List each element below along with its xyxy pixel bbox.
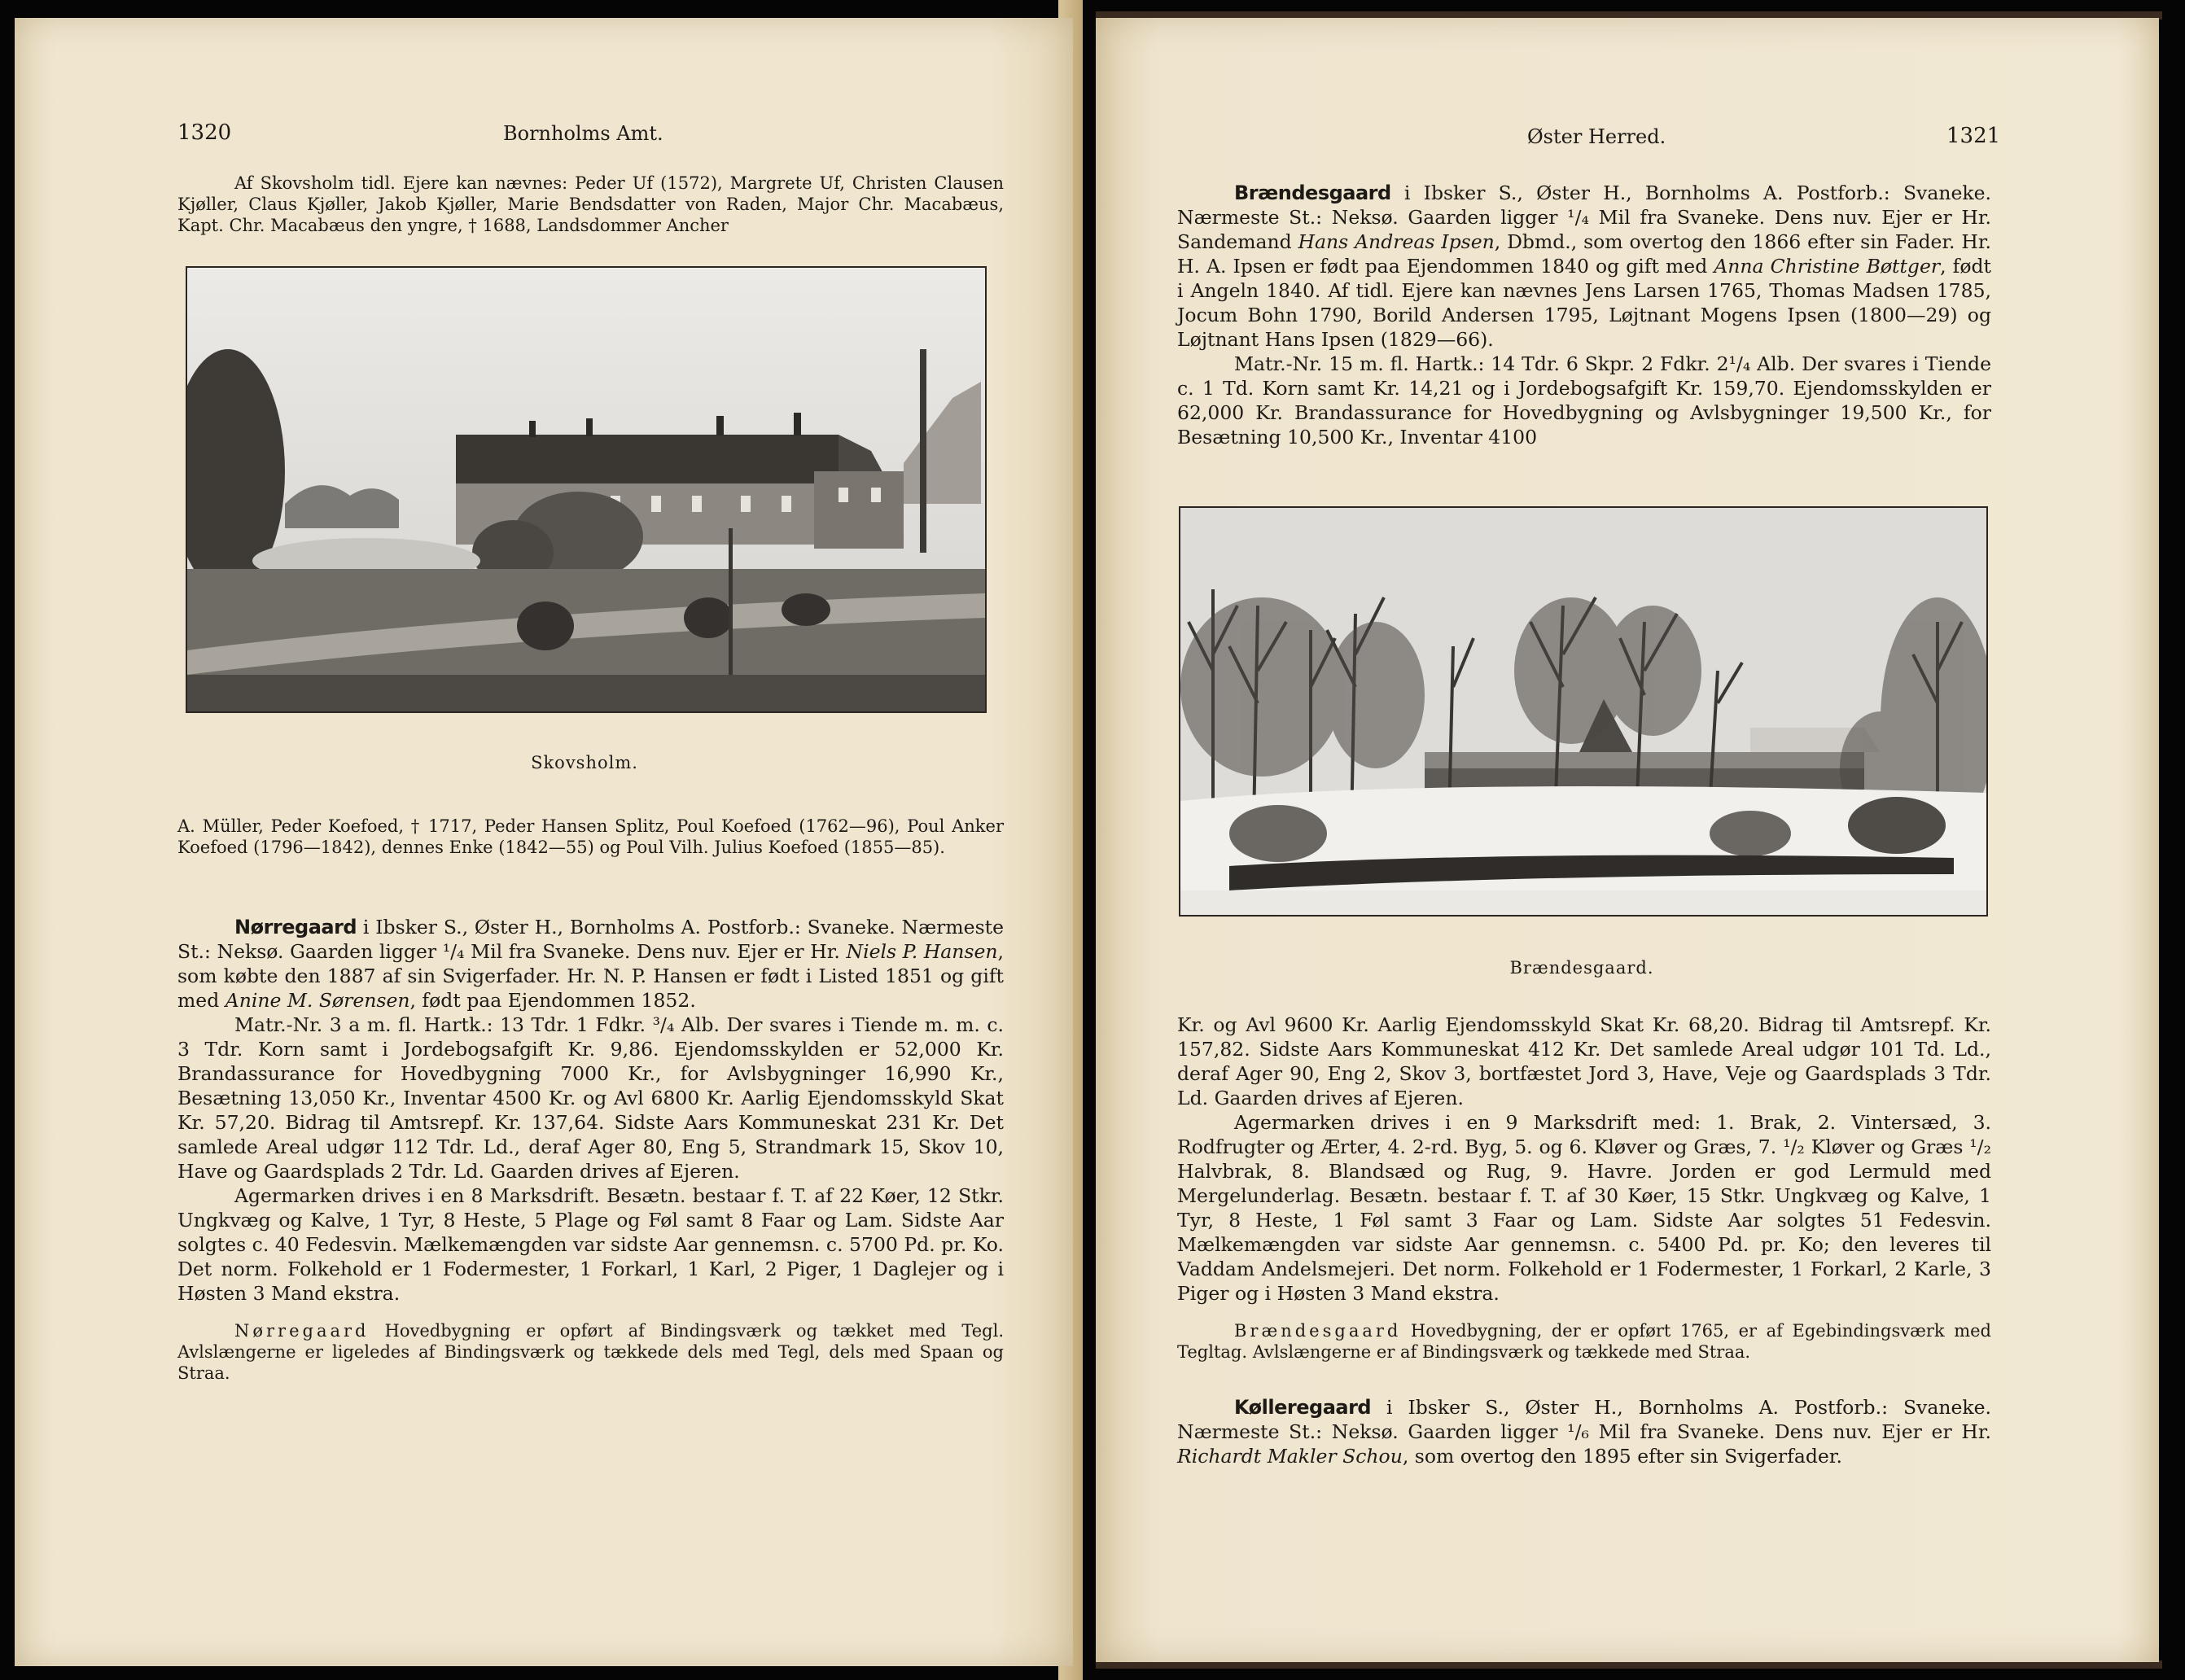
photo-braendesgaard	[1179, 506, 1988, 917]
owner-name: Niels P. Hansen	[846, 940, 998, 963]
entry-farming-details: Agermarken drives i en 8 Marksdrift. Besætn. bestaar f. T. af 22 Køer, 12 Stkr. Ungkvæg og Kalve, 1 Tyr, 8 Heste, 5 Plage og Føl samt 8 Faar og Lam. Sidste Aar solgtes c. 40 Fedesvin. Mælkemængden var sidste Aar gennemsn. c. 5700 Pd. pr. Ko. Det norm. Folkehold er 1 Fodermester, 1 Forkarl, 1 Karl, 2 Piger, 1 Daglejer og i Høsten 3 Mand ekstra.	[177, 1184, 1004, 1305]
page-number: 1321	[1946, 124, 2001, 148]
entry-property-details: Matr.-Nr. 15 m. fl. Hartk.: 14 Tdr. 6 Skpr. 2 Fdkr. 2¹/₄ Alb. Der svares i Tiende c. 1 Td. Korn samt Kr. 14,21 og i Jordebogsafgift Kr. 159,70. Ejendomsskylden er 62,000 Kr. Brandassurance for Hovedbygning og Avlsbygninger 19,500 Kr., for Besætning 10,500 Kr., Inventar 4100	[1177, 352, 1991, 448]
owner-name: Richardt Makler Schou	[1177, 1445, 1403, 1468]
photo-caption: Skovsholm.	[531, 753, 638, 772]
entry-kolleregaard: Kølleregaard i Ibsker S., Øster H., Bornholms A. Postforb.: Svaneke. Nærmeste St.: Neksø. Gaarden ligger ¹/₆ Mil fra Svaneke. Dens nuv. Ejer er Hr. Richardt Makler Schou, som overtog den 1895 efter sin Svigerfader.	[1177, 1396, 1991, 1468]
former-owners-text: Af Skovsholm tidl. Ejere kan nævnes: Peder Uf (1572), Margrete Uf, Christen Clausen Kjøller, Claus Kjøller, Jakob Kjøller, Marie Bendsdatter von Raden, Major Chr. Macabæus, Kapt. Chr. Macabæus den yngre, † 1688, Landsdommer Ancher	[177, 173, 1004, 235]
entry-title: Nørregaard	[234, 916, 357, 938]
entry-braendesgaard	[1177, 181, 1991, 449]
entry-title: Brændesgaard	[1234, 182, 1391, 204]
entry-building-note: Nørregaard Hovedbygning er opført af Bindingsværk og tækket med Tegl. Avlslængerne er ligeledes af Bindingsværk og tækkede dels med Tegl, dels med Spaan og Straa.	[177, 1321, 1004, 1383]
left-page	[15, 18, 1073, 1666]
former-owners-continued: A. Müller, Peder Koefoed, † 1717, Peder Hansen Splitz, Poul Koefoed (1762—96), Poul Anker Koefoed (1796—1842), dennes Enke (1842—55) og Poul Vilh. Julius Koefoed (1855—85).	[177, 816, 1004, 857]
running-head: Bornholms Amt.	[503, 122, 663, 145]
page-number: 1320	[177, 120, 232, 145]
right-page	[1096, 18, 2159, 1662]
entry-farming-details: Agermarken drives i en 9 Marksdrift med: 1. Brak, 2. Vintersæd, 3. Rodfrugter og Ærter, 4. 2-rd. Byg, 5. og 6. Kløver og Græs, 7. ¹/₂ Kløver og Græs ¹/₂ Halvbrak, 8. Blandsæd og Rug, 9. Havre. Jorden er god Lermuld med Mergelunderlag. Besætn. bestaar f. T. af 30 Køer, 15 Stkr. Ungkvæg og Kalve, 1 Tyr, 8 Heste, 1 Føl samt 3 Faar og Lam. Sidste Aar solgtes 51 Fedesvin. Mælkemængden var sidste Aar gennemsn. c. 5400 Pd. pr. Ko; den leveres til Vaddam Andelsmejeri. Det norm. Folkehold er 1 Fodermester, 1 Forkarl, 2 Karle, 3 Piger og i Høsten 3 Mand ekstra.	[1177, 1111, 1991, 1305]
entry-building-note: Brændesgaard Hovedbygning, der er opført 1765, er af Egebindingsværk med Tegltag. Avlslængerne er af Bindingsværk og tækkede med Straa.	[1177, 1321, 1991, 1362]
entry-property-details-cont: Kr. og Avl 9600 Kr. Aarlig Ejendomsskyld Skat Kr. 68,20. Bidrag til Amtsrepf. Kr. 157,82. Sidste Aars Kommuneskat 412 Kr. Det samlede Areal udgør 101 Td. Ld., deraf Ager 90, Eng 2, Skov 3, bortfæstet Jord 3, Have, Veje og Gaardsplads 3 Tdr. Ld. Gaarden drives af Ejeren.	[1177, 1013, 1991, 1109]
wife-name: Anna Christine Bøttger	[1714, 255, 1941, 278]
entry-norregaard	[177, 915, 1004, 1384]
wife-name: Anine M. Sørensen	[225, 989, 410, 1012]
entry-property-details: Matr.-Nr. 3 a m. fl. Hartk.: 13 Tdr. 1 Fdkr. ³/₄ Alb. Der svares i Tiende m. m. c. 3 Tdr. Korn samt i Jordebogsafgift Kr. 9,86. Ejendomsskylden er 52,000 Kr. Brandassurance for Hovedbygning 7000 Kr., for Avlsbygninger 16,990 Kr., Besætning 13,050 Kr., Inventar 4500 Kr. og Avl 6800 Kr. Aarlig Ejendomsskyld Skat Kr. 57,20. Bidrag til Amtsrepf. Kr. 137,64. Sidste Aars Kommuneskat 231 Kr. Det samlede Areal udgør 112 Tdr. Ld., deraf Ager 80, Eng 5, Strandmark 15, Skov 10, Have og Gaardsplads 2 Tdr. Ld. Gaarden drives af Ejeren.	[177, 1013, 1004, 1183]
entry-braendesgaard-continued	[1177, 1013, 1991, 1468]
running-head: Øster Herred.	[1527, 125, 1666, 148]
entry-intro: Brændesgaard i Ibsker S., Øster H., Bornholms A. Postforb.: Svaneke. Nærmeste St.: Neksø. Gaarden ligger ¹/₄ Mil fra Svaneke. Dens nuv. Ejer er Hr. Sandemand Hans Andreas Ipsen, Dbmd., som overtog den 1866 efter sin Fader. Hr. H. A. Ipsen er født paa Ejendommen 1840 og gift med Anna Christine Bøttger, født i Angeln 1840. Af tidl. Ejere kan nævnes Jens Larsen 1765, Thomas Madsen 1785, Jocum Bohn 1790, Borild Andersen 1795, Løjtnant Mogens Ipsen (1800—29) og Løjtnant Hans Ipsen (1829—66).	[1177, 182, 1991, 351]
owner-name: Hans Andreas Ipsen	[1298, 230, 1495, 253]
entry-title: Kølleregaard	[1234, 1396, 1372, 1419]
entry-intro: Nørregaard i Ibsker S., Øster H., Bornholms A. Postforb.: Svaneke. Nærmeste St.: Neksø. Gaarden ligger ¹/₄ Mil fra Svaneke. Dens nuv. Ejer er Hr. Niels P. Hansen, som købte den 1887 af sin Svigerfader. Hr. N. P. Hansen er født i Listed 1851 og gift med Anine M. Sørensen, født paa Ejendommen 1852.	[177, 916, 1005, 1012]
photo-skovsholm	[186, 266, 987, 713]
photo-caption: Brændesgaard.	[1509, 958, 1654, 978]
